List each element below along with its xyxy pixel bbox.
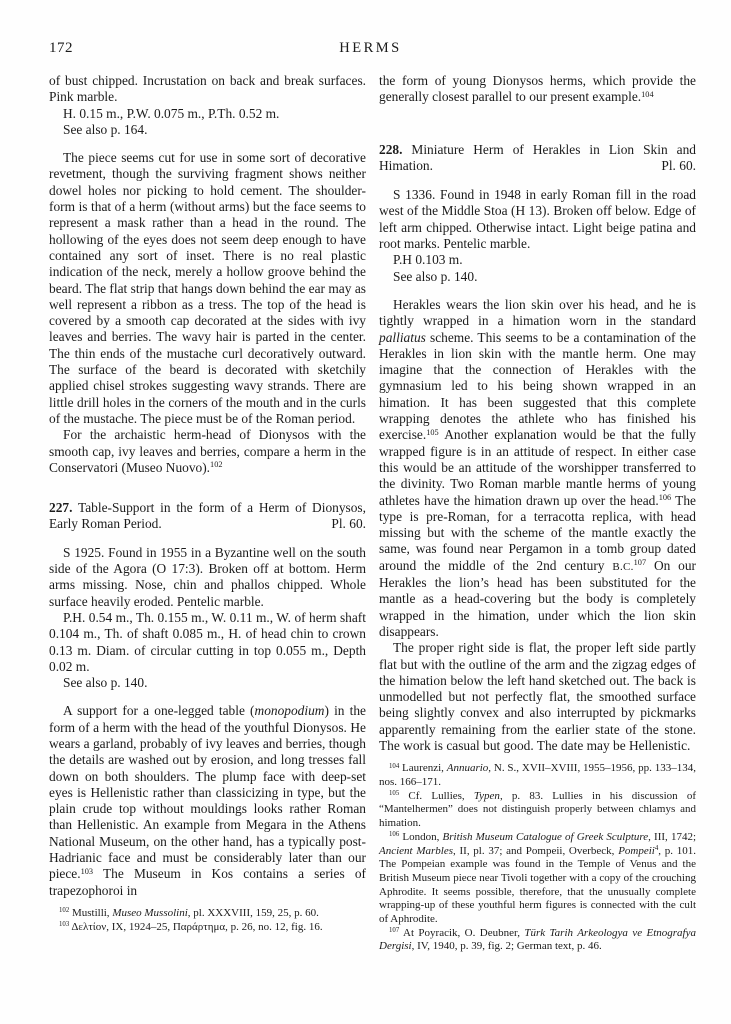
paragraph (49, 675, 366, 691)
paragraph (49, 106, 366, 122)
text-segment: , p. 83. Lullies in his discussion of “Mantelhermen” does not distinguish properly between chlamys and himation. (379, 789, 696, 830)
spacer (379, 285, 696, 297)
text-segment: See also p. 140. (63, 675, 148, 691)
footnote (379, 762, 696, 789)
text-segment: ) in the form of a herm with the head of the youthful Dionysos. He wears a garland, probably of ivy leaves and berries, though the details are washed out by erosion, and long tresses fall down on both shoulders. The plump face with deep-set eyes is Hellenistic rather than classicizing in type, but the plain crude top without mouldings looks rather Roman than Hellenistic. An example from Megara in the Athens National Museum, on the other hand, has a typically post-Hadrianic face and must be considerably later than our piece. (49, 703, 366, 882)
text-segment: Cf. Lullies, (399, 789, 474, 802)
footnote-marker: 103 (80, 866, 94, 876)
text-segment: S 1925. Found in 1955 in a Byzantine well on the south side of the Agora (O 17:3). Broken off at bottom. Herm arms missing. Nose, chin and phallos chipped. Whole surface heavily eroded. Pentelic marble. (49, 544, 366, 609)
page-header (49, 40, 692, 60)
catalog-entry-heading (379, 142, 696, 175)
text-segment: Herakles wears the lion skin over his head, and he is tightly wrapped in a himation worn in the standard (379, 296, 696, 329)
text-segment: scheme. This seems to be a contamination of the Herakles in lion skin with the mantle herm. One may imagine that the connection of Herakles with the gymnasium led to his being shown wrapped in an himation. It has been suggested that this complete wrapping denotes the athlete who has finished his exercise. (379, 329, 696, 443)
text-segment: , III, 1742; (648, 830, 697, 843)
text-segment: , IV, 1940, p. 39, fig. 2; German text, p. 46. (411, 940, 602, 953)
text-segment: P.H. 0.54 m., Th. 0.155 m., W. 0.11 m., W. of herm shaft 0.104 m., Th. of shaft 0.085 m., H. of head chin to crown 0.13 m. Diam. of circular cutting in top 0.055 m., Depth 0.02 m. (49, 609, 366, 674)
paragraph (49, 703, 366, 899)
running-head: HERMS (339, 40, 402, 56)
footnote-marker: 106 (658, 492, 672, 502)
text-segment: On our Herakles the lion’s head has been substituted for the mantle as a head-covering but the body is completely wrapped in the himation, under which the lion skin disappears. (379, 557, 696, 639)
text-segment: Typen (473, 789, 500, 802)
spacer (379, 754, 696, 762)
text-segment: monopodium (254, 703, 325, 719)
text-segment: Δελτίον, IX, 1924–25, Παράρτημα, p. 26, no. 12, fig. 16. (69, 920, 323, 933)
text-segment: See also p. 140. (393, 268, 478, 284)
paragraph (379, 640, 696, 754)
footnote (49, 907, 366, 921)
text-segment: At Poyracik, O. Deubner, (399, 926, 525, 939)
text-segment: British Museum Catalogue of Greek Sculpture (442, 830, 649, 843)
text-segment: , pl. XXXVIII, 159, 25, p. 60. (187, 906, 319, 919)
footnote-marker: 4 (654, 844, 659, 852)
text-segment: palliatus (379, 329, 426, 345)
column-right (379, 73, 696, 954)
text-segment: The proper right side is flat, the proper left side partly flat but with the outline of the arm and the zigzag edges of the himation below the left hand sketched out. The back is unmodelled but not perfectly flat, the smoothed surface being slightly convex and also interrupted by pickmarks apparently remaining from the earlier state of the stone. The work is casual but good. The date may be Hellenistic. (379, 640, 696, 753)
paragraph (379, 187, 696, 252)
paragraph (379, 297, 696, 640)
footnote-marker: 103 (59, 920, 70, 928)
text-columns (49, 73, 696, 954)
text-segment: Another explanation would be that the fully wrapped figure is in an attitude of respect. In either case this would be an attitude of the worshipper transferred to the divinity. Two Roman marble mantle herms of young athletes have the himation drawn up over the head. (379, 427, 696, 508)
paragraph (49, 150, 366, 427)
footnote-marker: 102 (210, 460, 223, 470)
text-segment: Türk Tarih Arkeologya ve Etnografya Dergisi (379, 926, 696, 953)
text-segment: For the archaistic herm-head of Dionysos with the smooth cap, ivy leaves and berries, compare a herm in the Conservatori (Museo Nuovo). (49, 427, 366, 475)
text-segment: Table-Support in the form of a Herm of Dionysos, Early Roman Period. (49, 500, 366, 532)
paragraph (379, 269, 696, 285)
column-left (49, 73, 366, 954)
paragraph (379, 73, 696, 106)
text-segment: The Museum in Kos contains a series of trapezophoroi in (49, 866, 366, 898)
text-segment: Mustilli, (69, 906, 113, 919)
text-segment: Laurenzi, (399, 762, 447, 775)
text-segment: , II, pl. 37; and Pompeii, Overbeck, (453, 844, 619, 857)
text-segment: B.C. (612, 560, 634, 573)
spacer (49, 899, 366, 907)
spacer (49, 533, 366, 545)
text-segment: , N. S., XVII–XVIII, 1955–1956, pp. 133–134, nos. 166–171. (379, 762, 696, 788)
footnote-marker: 104 (389, 762, 400, 770)
spacer (49, 476, 366, 500)
spacer (379, 106, 696, 142)
paragraph (49, 122, 366, 138)
footnote (379, 790, 696, 831)
plate-reference: Pl. 60. (331, 516, 366, 532)
text-segment: the form of young Dionysos herms, which provide the generally closest parallel to our present example. (379, 73, 696, 105)
text-segment: S 1336. Found in 1948 in early Roman fill in the road west of the Middle Stoa (H 13). Broken off below. Edge of left arm chipped. Otherwise intact. Light beige patina and root marks. Pentelic marble. (379, 187, 696, 252)
catalog-entry-heading (49, 500, 366, 533)
spacer (49, 691, 366, 703)
footnote-marker: 105 (426, 427, 439, 437)
paragraph (49, 73, 366, 106)
paragraph (379, 252, 696, 268)
text-segment: of bust chipped. Incrustation on back and break surfaces. Pink marble. (49, 73, 366, 105)
text-segment: Pompeii (618, 844, 655, 857)
text-segment: London, (399, 830, 443, 843)
footnote-marker: 105 (389, 789, 400, 797)
text-segment: 227. (49, 500, 73, 516)
footnote (379, 927, 696, 954)
footnote (49, 921, 366, 935)
text-segment: Museo Mussolini (112, 906, 188, 919)
text-segment: The type is pre-Roman, for a terracotta replica, with head missing but with the scheme of the mantle exactly the same, was found near Pergamon in a tomb group dated around the middle of the 2nd century (379, 492, 696, 573)
text-segment: Miniature Herm of Herakles in Lion Skin and Himation. (379, 141, 696, 173)
text-segment: H. 0.15 m., P.W. 0.075 m., P.Th. 0.52 m. (63, 105, 280, 121)
text-segment: , p. 101. The Pompeian example was found in the Temple of Venus and the British Museum piece near Tivoli together with a copy of the crouching Aphrodite. It seems possible, therefore, that the unusually complete wrapping-up of these youthful herm figures is connected with the cult of Aphrodite. (379, 844, 696, 926)
spacer (49, 138, 366, 150)
footnote-marker: 104 (641, 89, 654, 99)
text-segment: Ancient Marbles (379, 844, 453, 857)
footnote-marker: 107 (389, 926, 400, 934)
paragraph (49, 610, 366, 675)
text-segment: See also p. 164. (63, 121, 148, 137)
page-number: 172 (49, 40, 73, 56)
text-segment: P.H 0.103 m. (393, 252, 463, 268)
text-segment: The piece seems cut for use in some sort of decorative revetment, though the surviving fragment shows neither dowel holes nor picking to hold cement. The shoulder-form is that of a herm (without arms) but the face seems to represent a mask rather than a head in the round. The hollowing of the eyes does not seem deep enough to have contained any sort of inset. There is no real plastic indication of the neck, merely a hollow groove behind the beard. The flat strip that hangs down behind the ear may as well represent a ribbon as a tress. The top of the head is covered by a smooth cap decorated at the sides with ivy leaves and berries. The wavy hair is parted in the center. The thin ends of the mustache curl decoratively outward. The surface of the beard is decorated with sketchily applied chisel strokes suggesting wavy strands. There are little drill holes in the corners of the mouth and in the curls of the mustache. The piece must be of the Roman period. (49, 150, 366, 426)
footnote-marker: 107 (633, 558, 647, 568)
footnote-marker: 102 (59, 907, 70, 915)
text-segment: A support for a one-legged table ( (63, 703, 255, 719)
footnote (379, 831, 696, 927)
spacer (379, 174, 696, 187)
paragraph (49, 545, 366, 610)
paragraph (49, 427, 366, 476)
text-segment: 228. (379, 141, 403, 157)
plate-reference: Pl. 60. (661, 157, 696, 173)
footnote-marker: 106 (389, 831, 400, 839)
text-segment: Annuario (446, 762, 489, 775)
